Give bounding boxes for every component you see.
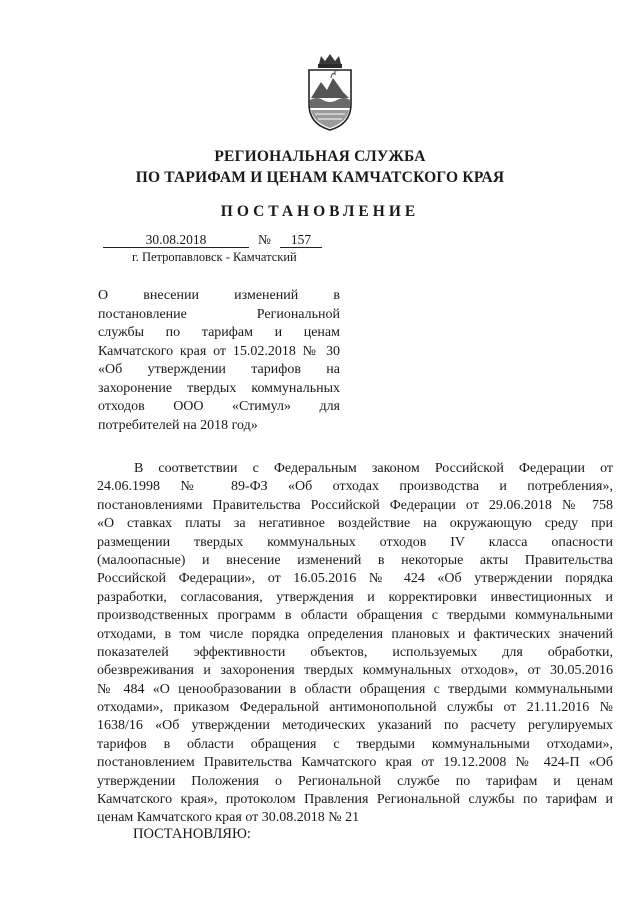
subject-line: «Об утверждении тарифов на xyxy=(98,362,340,377)
body-line: отходами, в том числе порядка определения плановых и фактических значений xyxy=(97,626,613,642)
subject-line: потребителей на 2018 год» xyxy=(98,417,258,433)
subject-line: отходов ООО «Стимул» для xyxy=(98,399,340,414)
issue-city: г. Петропавловск - Камчатский xyxy=(132,250,297,264)
body-line: 24.06.1998 № 89-ФЗ «Об отходах производства и потребления», xyxy=(97,479,613,495)
body-line: «О ставках платы за негативное воздействие на окружающую среду при xyxy=(97,516,613,532)
subject-line: О внесении изменений в xyxy=(98,288,340,303)
body-line: ценам Камчатского края от 30.08.2018 № 21 xyxy=(97,810,360,826)
body-line: показателей эффективности объектов, используемых для обработки, xyxy=(97,644,613,660)
subject-line: постановление Региональной xyxy=(98,306,340,322)
body-line: В соответствии с Федеральным законом Российской Федерации от xyxy=(134,461,613,476)
body-line: утверждении Положения о Региональной службе по тарифам и ценам xyxy=(97,773,613,789)
coat-of-arms-icon xyxy=(305,52,355,134)
resolve-heading: ПОСТАНОВЛЯЮ: xyxy=(133,826,251,842)
document-number: 157 xyxy=(280,232,322,248)
body-line: обезвреживания и захоронения твердых коммунальных отходов», от 30.05.2016 xyxy=(97,663,613,679)
organization-name-line-1: РЕГИОНАЛЬНАЯ СЛУЖБА xyxy=(214,148,426,165)
body-line: отходами», приказом Федеральной антимонопольной службы от 21.11.2016 № xyxy=(97,700,613,716)
subject-line: службы по тарифам и ценам xyxy=(98,325,340,340)
document-type-title: ПОСТАНОВЛЕНИЕ xyxy=(220,203,420,220)
body-line: (малоопасные) и внесение изменений в некоторые акты Правительства xyxy=(97,552,613,568)
body-line: производственных программ в области обращения с твердыми коммунальными xyxy=(97,608,613,624)
preamble-paragraph xyxy=(97,460,613,828)
body-line: тарифов в области обращения с твердыми коммунальными отходами», xyxy=(97,736,613,752)
number-sign: № xyxy=(258,232,271,247)
body-line: № 484 «О ценообразовании в области обращения с твердыми коммунальными xyxy=(97,681,613,697)
body-line: разработки, согласования, утверждения и корректировки инвестиционных и xyxy=(97,589,613,605)
subject-line: Камчатского края от 15.02.2018 № 30 xyxy=(98,343,340,359)
body-line: 1638/16 «Об утверждении методических указаний по расчету регулируемых xyxy=(97,718,613,734)
body-line: постановлениями Правительства Российской Федерации от 29.06.2018 № 758 xyxy=(97,497,613,513)
subject-block xyxy=(98,287,340,435)
body-line: Российской Федерации», от 16.05.2016 № 424 «Об утверждении порядка xyxy=(97,571,613,587)
organization-name-line-2: ПО ТАРИФАМ И ЦЕНАМ КАМЧАТСКОГО КРАЯ xyxy=(135,169,505,186)
body-line: размещении твердых коммунальных отходов IV класса опасности xyxy=(97,534,613,550)
body-line: Камчатского края», протоколом Правления Региональной службы по тарифам и xyxy=(97,792,613,808)
subject-line: захоронение твердых коммунальных xyxy=(98,380,340,396)
body-line: постановлением Правительства Камчатского края от 19.12.2008 № 424-П «Об xyxy=(97,755,613,771)
document-date: 30.08.2018 xyxy=(103,232,249,248)
